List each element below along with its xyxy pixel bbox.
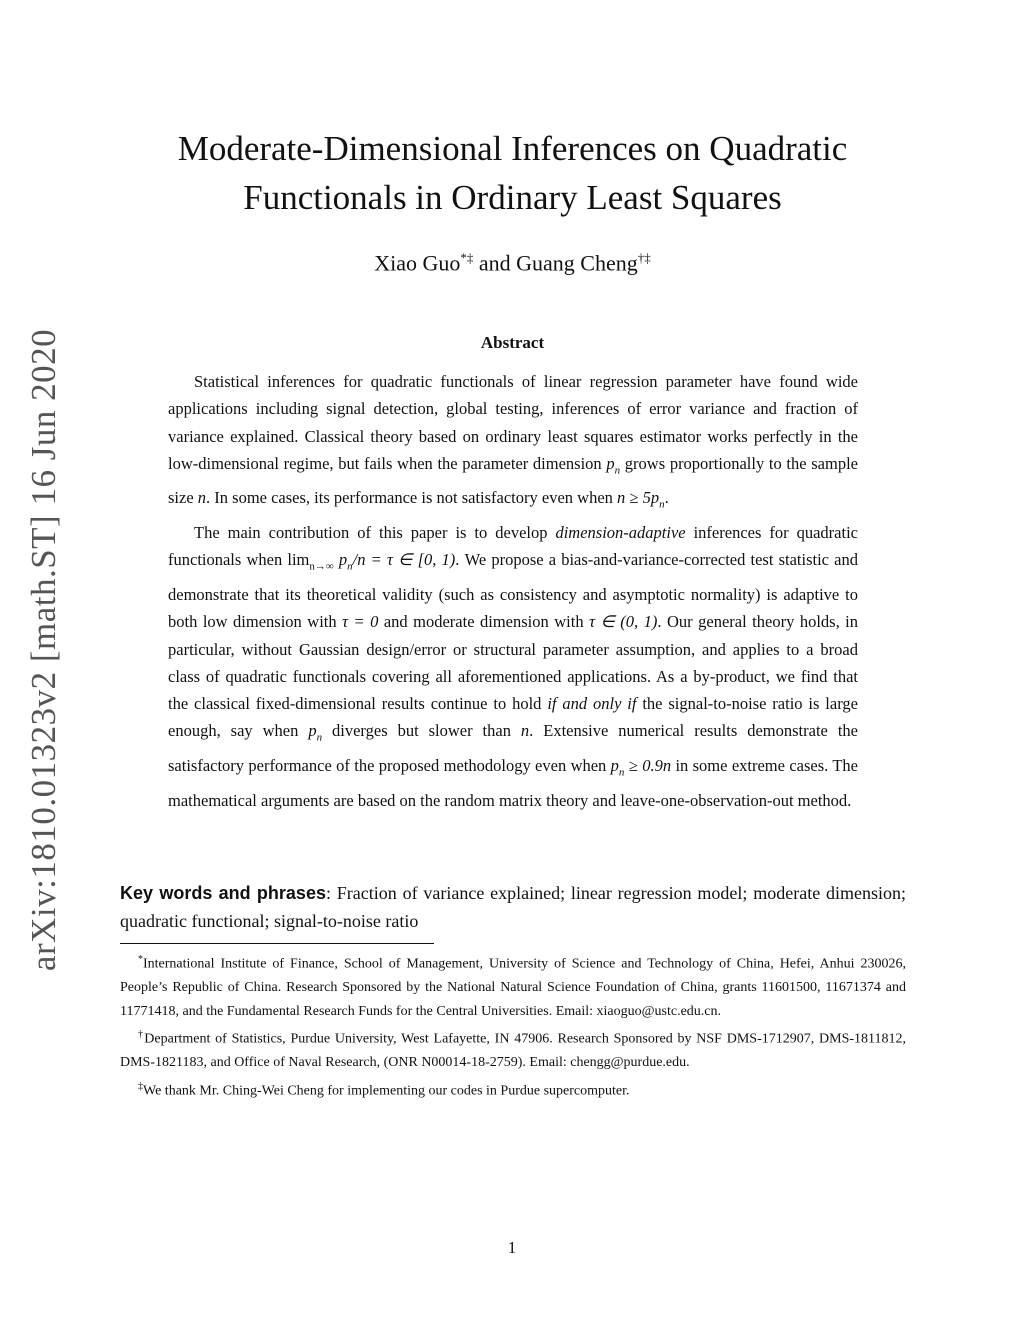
math-var: n <box>520 721 530 741</box>
abstract-text: Statistical inferences for quadratic functionals of linear regression parameter have found wide applications including signal detection, global testing, inferences of error variance and fraction of variance explained. Classical theory based on ordinary least squares estimator works perfectly in the low-dimensional regime, but fails when the parameter dimension <box>168 372 858 473</box>
arxiv-side-stamp <box>14 328 74 972</box>
abstract-heading: Abstract <box>480 333 545 352</box>
author-list <box>120 250 905 276</box>
keywords-label: Key words and phrases <box>120 883 326 903</box>
footnote-text: We thank Mr. Ching-Wei Cheng for implementing our codes in Purdue supercomputer. <box>143 1083 630 1099</box>
abstract-body <box>168 368 858 814</box>
math-var: $p_n$ <box>606 453 621 477</box>
title-line-1: Moderate-Dimensional Inferences on Quadratic <box>177 129 848 168</box>
author-footnote-marks: *‡ <box>460 250 474 265</box>
abstract-text: the signal-to-noise ratio is large enough, say when <box>168 694 858 741</box>
footnote-mark: ‡ <box>138 1080 143 1092</box>
footnote-2 <box>120 1023 906 1075</box>
footnote-1 <box>120 948 906 1023</box>
keywords-colon: : <box>325 883 331 903</box>
abstract-text: in some extreme cases. The mathematical arguments are based on the random matrix theory and leave-one-observation-out method. <box>168 756 858 810</box>
abstract-text: inferences for quadratic functionals when <box>168 523 858 570</box>
math-expression: $\lim_{n\to\infty} p_n/n = \tau$ ∈ [0, 1) <box>287 550 456 573</box>
footnote-mark: † <box>138 1029 145 1041</box>
abstract-text: grows proportionally to the sample size <box>168 453 858 508</box>
abstract-text: and moderate dimension with <box>378 612 590 632</box>
footnote-text: Department of Statistics, Purdue University, West Lafayette, IN 47906. Research Sponsored by NSF DMS-1712907, DMS-1811812, DMS-1821183, and Office of Naval Research, (ONR N00014-18-2759). Email: chengg@purdue.edu. <box>120 1031 907 1071</box>
author-name: Guang Cheng <box>516 250 638 276</box>
math-expression: $p_n \ge 0.9n$ <box>610 756 672 779</box>
math-var: $p_n$ <box>308 721 323 744</box>
abstract-paragraph <box>168 519 858 814</box>
abstract-text: The main contribution of this paper is to develop <box>194 523 556 543</box>
footnote-3 <box>120 1075 906 1103</box>
abstract-text: . Extensive numerical results demonstrate the satisfactory performance of the proposed methodology even when <box>168 721 858 776</box>
arxiv-identifier: arXiv:1810.01323v2 [math.ST] 16 Jun 2020 <box>24 328 63 972</box>
math-expression: $n \ge 5p_n$ <box>617 488 665 511</box>
emphasis: dimension-adaptive <box>555 523 686 543</box>
abstract-text: . Our general theory holds, in particular, without Gaussian design/error or structural parameter assumption, and applies to a broad class of quadratic functionals covering all aforementioned applications. As a by-product, we find that the classical fixed-dimensional results continue to hold <box>168 612 859 714</box>
author-conjunction: and <box>478 250 511 276</box>
math-var: n <box>197 488 207 508</box>
abstract-text: diverges but slower than <box>322 721 521 741</box>
title-line-2: Functionals in Ordinary Least Squares <box>243 178 782 217</box>
author-footnote-marks: †‡ <box>637 250 651 265</box>
emphasis: if and only if <box>547 694 637 714</box>
abstract-paragraph <box>168 368 858 519</box>
abstract-text: . We propose a bias-and-variance-corrected test statistic and demonstrate that its theoretical validity (such as consistency and asymptotic normality) is adaptive to both low dimension with <box>168 550 858 632</box>
author-name: Xiao Guo <box>374 250 461 276</box>
keywords-section <box>120 879 906 935</box>
footnote-mark: * <box>138 954 143 965</box>
math-expression: τ = 0 <box>342 612 379 632</box>
footnotes <box>120 948 906 1103</box>
keywords-text: Fraction of variance explained; linear regression model; moderate dimension; quadratic functional; signal-to-noise ratio <box>120 883 906 931</box>
math-expression: τ ∈ (0, 1) <box>589 612 658 632</box>
page-number: 1 <box>507 1238 517 1257</box>
footnote-text: International Institute of Finance, School of Management, University of Science and Technology of China, Hefei, Anhui 230026, People’s Republic of China. Research Sponsored by the National Natural Science Foundation of China, grants 11601500, 11671374 and 11771418, and the Fundamental Research Funds for the Central Universities. Email: xiaoguo@ustc.edu.cn. <box>120 956 906 1019</box>
footnote-rule <box>120 943 434 944</box>
abstract-text: . In some cases, its performance is not satisfactory even when <box>206 488 618 508</box>
paper-title <box>120 124 905 222</box>
abstract-text: . <box>664 488 669 508</box>
